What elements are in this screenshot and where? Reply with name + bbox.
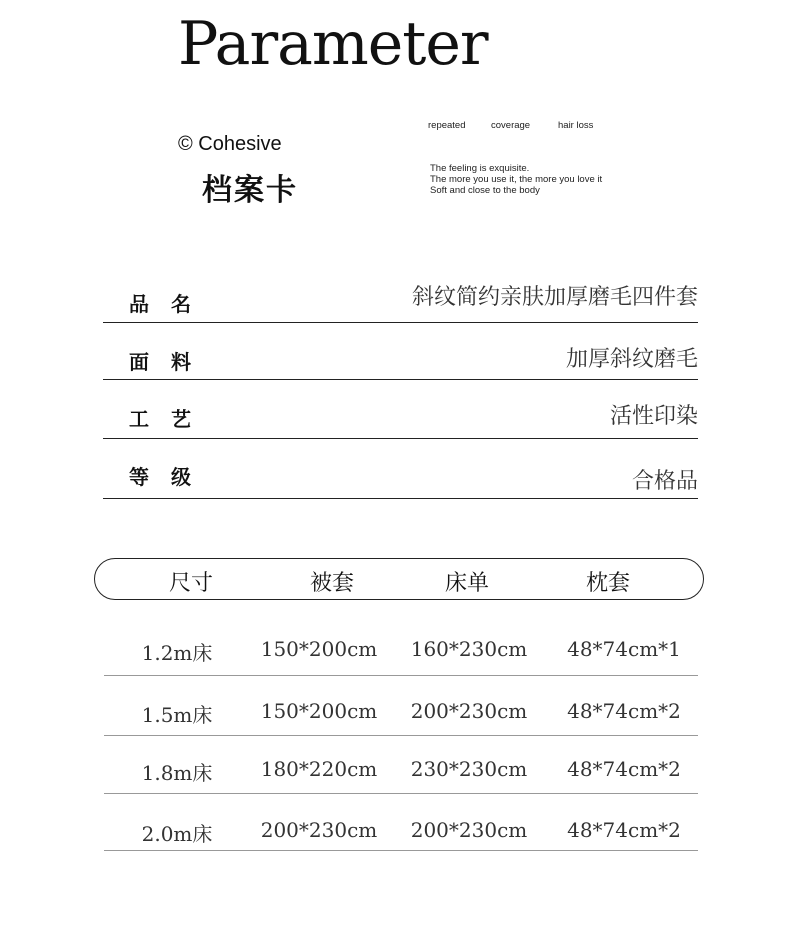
cell-bed-sheet: 230*230cm — [410, 757, 528, 781]
cell-duvet-cover: 150*200cm — [260, 637, 378, 661]
tag-coverage: coverage — [491, 120, 531, 131]
header-size: 尺寸 — [168, 571, 213, 596]
tagline — [430, 163, 602, 196]
table-row — [104, 793, 698, 851]
table-row — [104, 735, 698, 794]
cell-bed-sheet: 160*230cm — [410, 637, 528, 661]
cell-size: 1.5m床 — [141, 703, 213, 727]
param-value: 合格品 — [631, 469, 698, 494]
param-row-process — [103, 379, 698, 439]
page-title: Parameter — [178, 9, 488, 79]
param-label: 面料 — [129, 350, 213, 374]
cell-duvet-cover: 180*220cm — [260, 757, 378, 781]
cell-bed-sheet: 200*230cm — [410, 699, 528, 723]
cell-duvet-cover: 200*230cm — [260, 818, 378, 842]
cell-size: 2.0m床 — [141, 822, 213, 846]
cell-size: 1.8m床 — [141, 761, 213, 785]
size-table-header — [94, 558, 704, 600]
cell-pillowcase: 48*74cm*2 — [567, 818, 681, 842]
param-value: 活性印染 — [609, 404, 698, 429]
page-subtitle: 档案卡 — [202, 173, 298, 208]
header-pillowcase: 枕套 — [585, 571, 630, 596]
param-row-fabric — [103, 322, 698, 380]
param-label: 等级 — [129, 465, 213, 489]
tagline-line: Soft and close to the body — [430, 185, 540, 196]
cell-pillowcase: 48*74cm*2 — [567, 757, 681, 781]
tag-repeated: repeated — [428, 120, 466, 131]
cell-bed-sheet: 200*230cm — [410, 818, 528, 842]
param-label: 品名 — [129, 292, 213, 316]
param-row-product-name — [103, 270, 698, 323]
header-bed-sheet: 床单 — [444, 571, 489, 596]
tag-hair-loss: hair loss — [558, 120, 594, 131]
brand-name: © Cohesive — [178, 133, 282, 155]
table-row — [104, 675, 698, 736]
cell-pillowcase: 48*74cm*2 — [567, 699, 681, 723]
table-row — [104, 630, 698, 676]
cell-size: 1.2m床 — [141, 641, 213, 665]
tagline-line: The more you use it, the more you love it — [430, 174, 603, 185]
param-row-grade — [103, 438, 698, 499]
cell-duvet-cover: 150*200cm — [260, 699, 378, 723]
param-value: 斜纹简约亲肤加厚磨毛四件套 — [411, 285, 698, 310]
param-label: 工艺 — [129, 407, 213, 431]
header-duvet-cover: 被套 — [309, 571, 354, 596]
param-value: 加厚斜纹磨毛 — [565, 347, 698, 372]
cell-pillowcase: 48*74cm*1 — [567, 637, 681, 661]
tagline-line: The feeling is exquisite. — [430, 163, 530, 174]
